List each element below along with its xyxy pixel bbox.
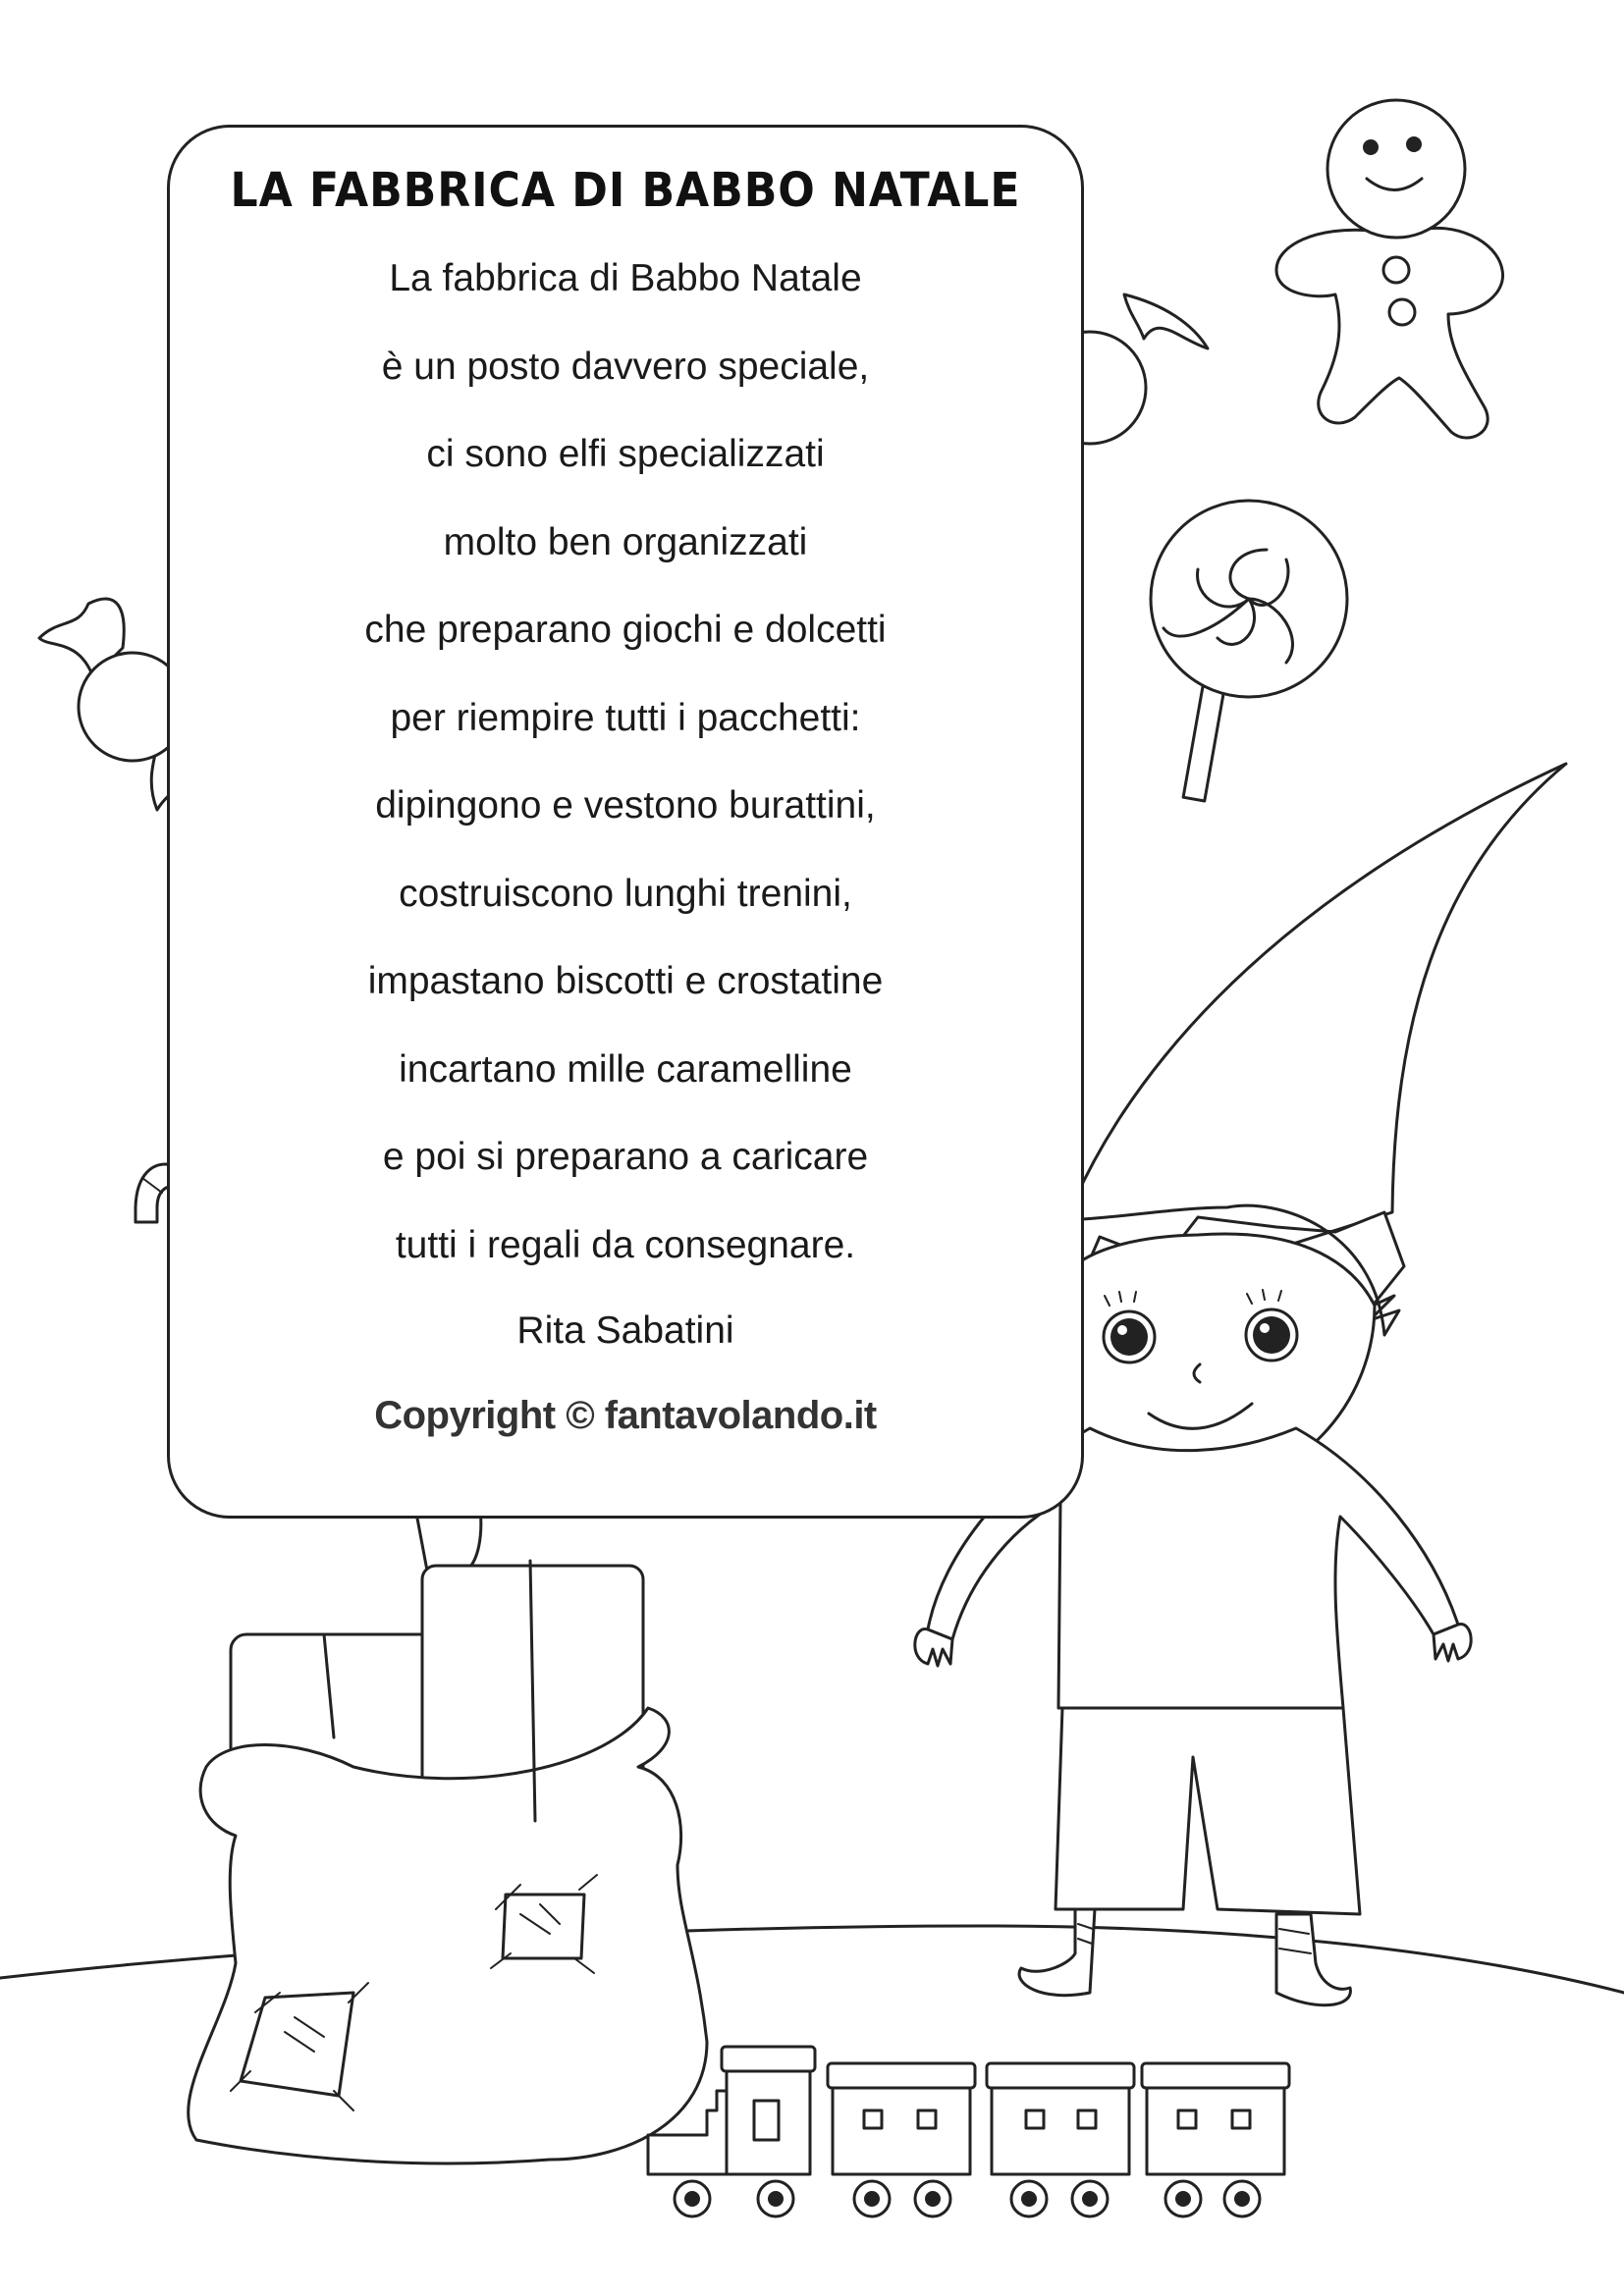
poem-author: Rita Sabatini — [516, 1309, 734, 1352]
poem-line: è un posto davvero speciale, — [381, 345, 870, 388]
gingerbread-man — [1276, 100, 1503, 438]
poem-line: ci sono elfi specializzati — [426, 433, 825, 475]
poem-line: e poi si preparano a caricare — [382, 1136, 869, 1178]
poem-line: incartano mille caramelline — [399, 1047, 852, 1091]
poem-line: impastano biscotti e crostatine — [367, 960, 884, 1002]
poem-title: LA FABBRICA DI BABBO NATALE — [230, 163, 1021, 218]
poem-line: costruiscono lunghi trenini, — [399, 872, 852, 915]
poem-line: molto ben organizzati — [443, 520, 808, 563]
poem-lines — [167, 257, 1084, 1311]
lollipop — [1151, 501, 1347, 801]
copyright-notice: Copyright © fantavolando.it — [374, 1394, 877, 1437]
poem-line: per riempire tutti i pacchetti: — [390, 696, 861, 739]
poem-line: dipingono e vestono burattini, — [375, 784, 876, 827]
poem-line: La fabbrica di Babbo Natale — [389, 257, 862, 299]
poem-line: tutti i regali da consegnare. — [395, 1223, 856, 1266]
toy-train — [648, 2047, 1289, 2216]
poem-line: che preparano giochi e dolcetti — [364, 609, 887, 651]
